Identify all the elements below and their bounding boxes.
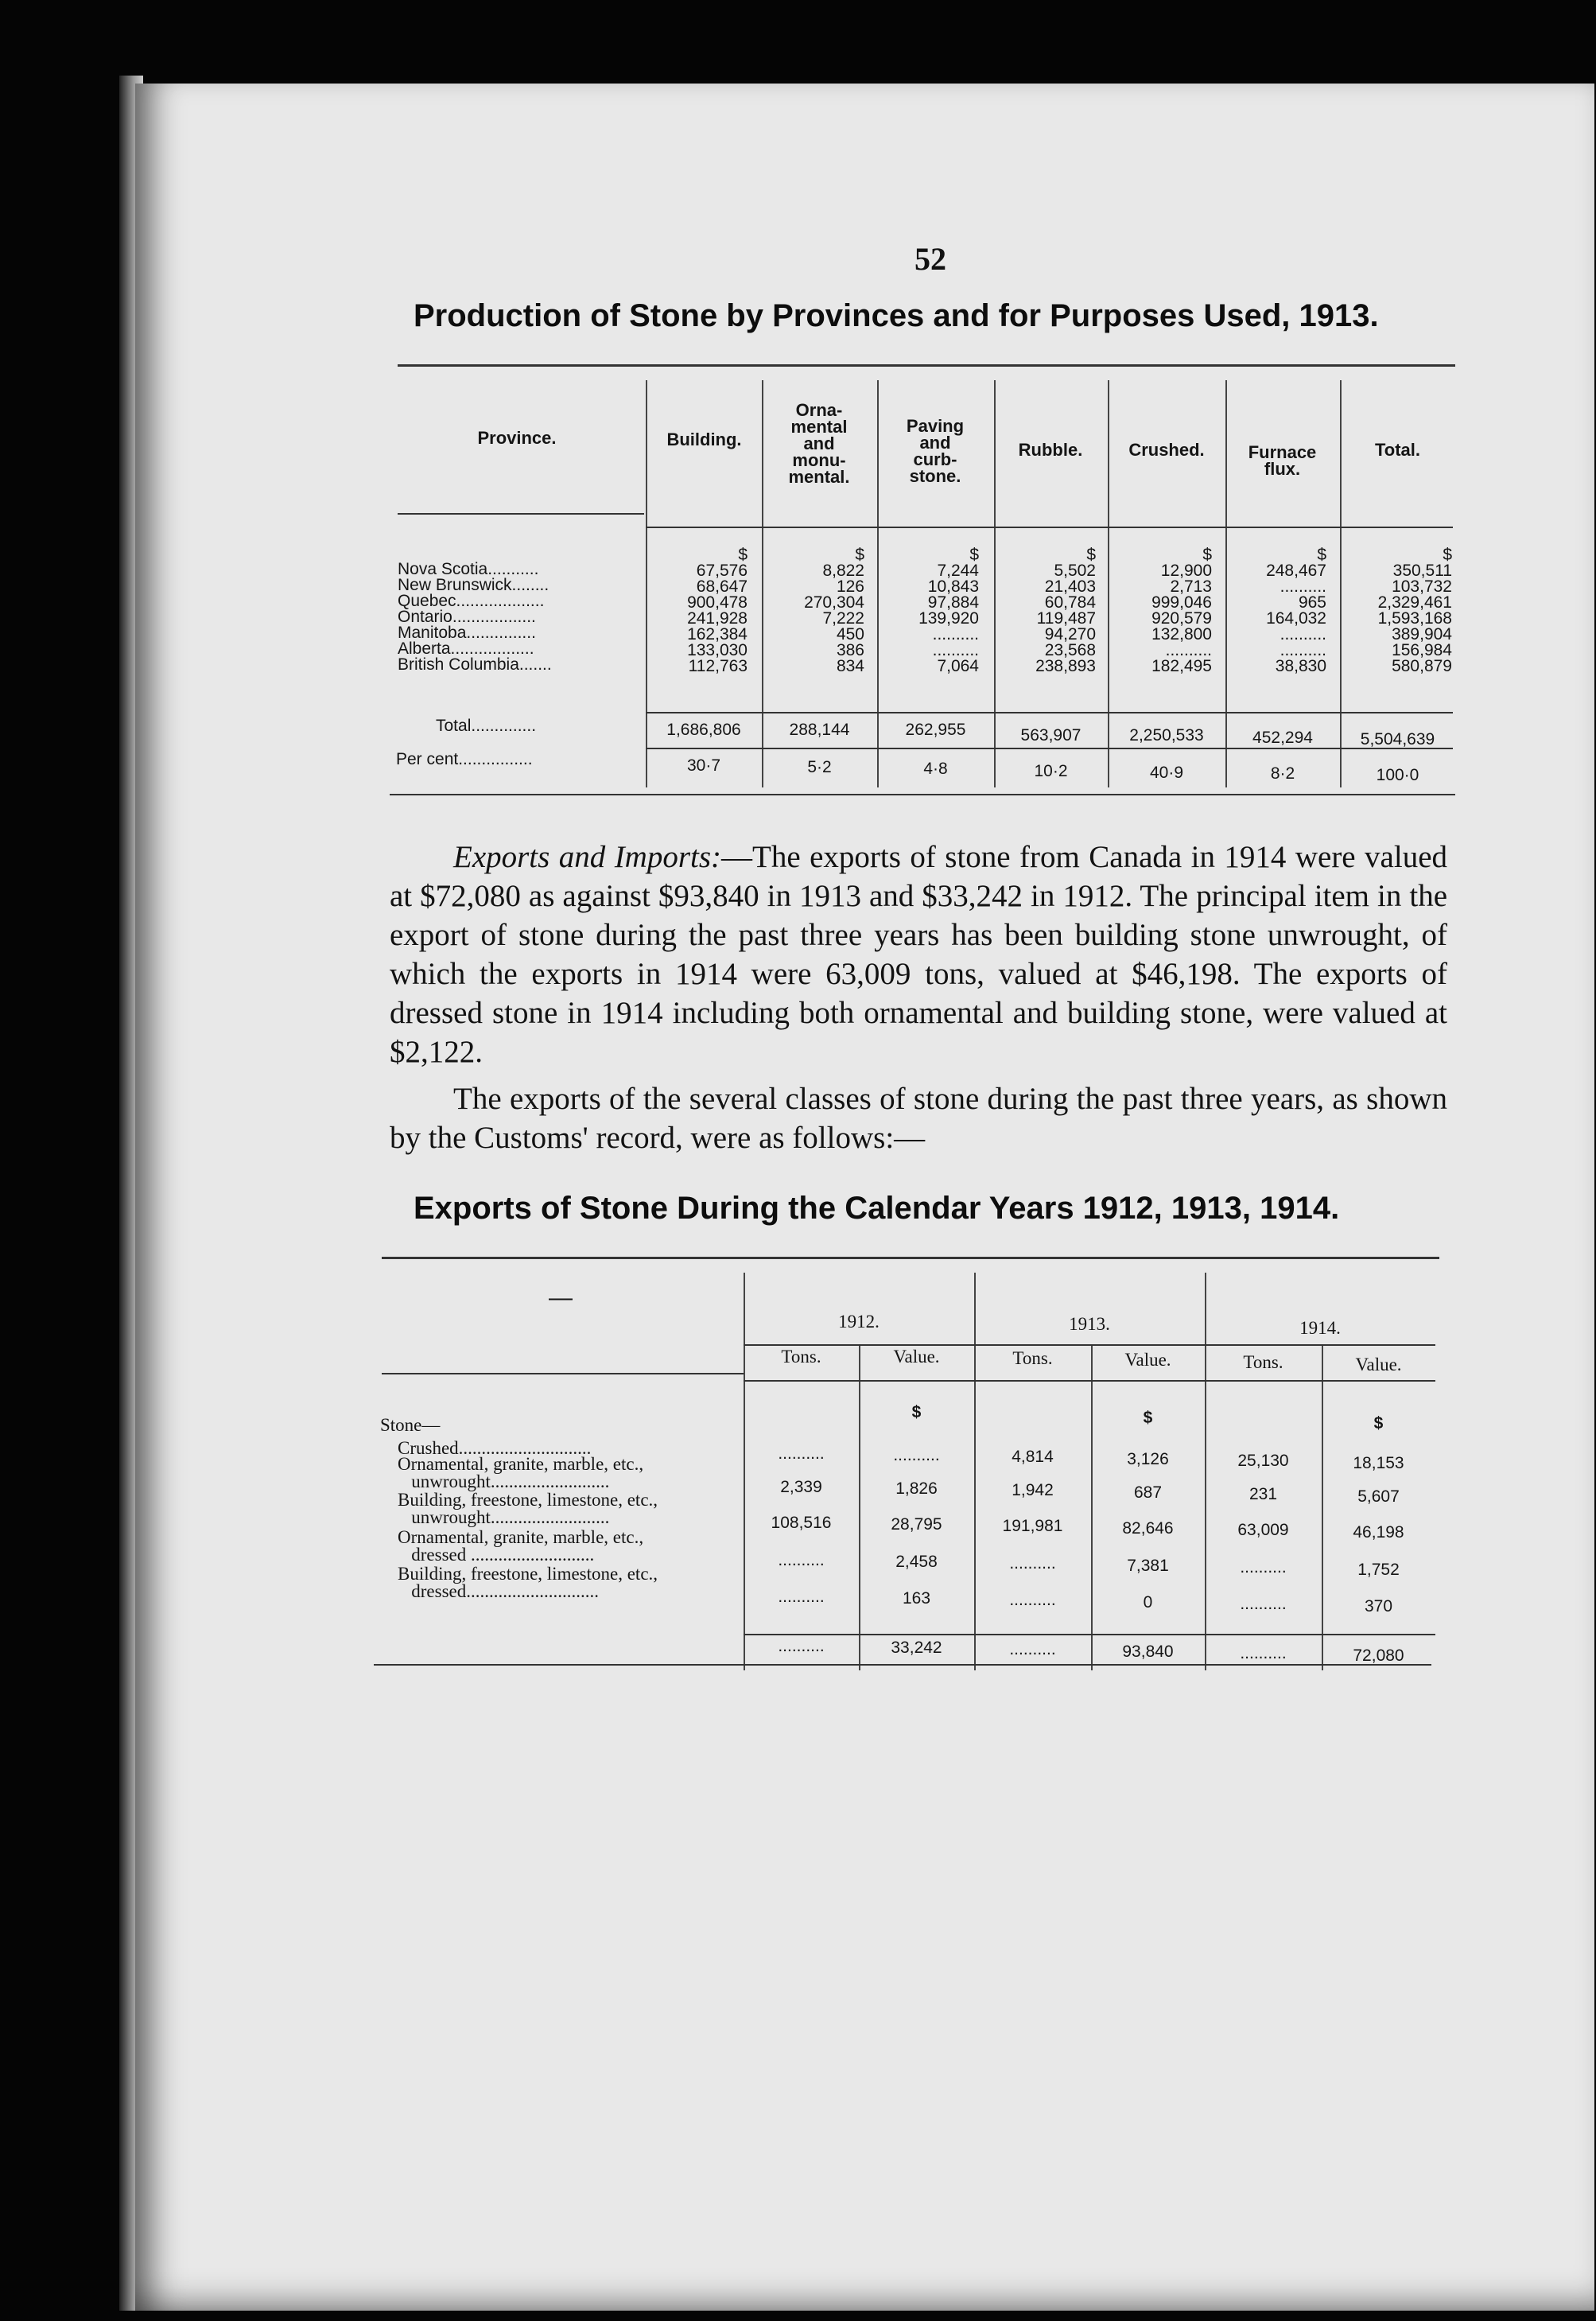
total-crushed: 2,250,533	[1129, 726, 1204, 745]
table2-title: Exports of Stone During the Calendar Years 1912, 1913, 1914.	[414, 1191, 1340, 1226]
classes-paragraph: The exports of the several classes of stone during the past three years, as shown by the Customs' record, were as follows:—	[390, 1082, 1447, 1155]
year-1912: 1912.	[838, 1312, 880, 1332]
percent-label: Per cent................	[396, 750, 533, 768]
furnace-values: $ 248,467 .......... 965 164,032 .......... .......... 38,830	[1266, 546, 1326, 675]
rubble-values: $ 5,502 21,403 60,784 119,487 94,270 23,568 238,893	[1035, 546, 1096, 675]
export-cell: 4,814	[1012, 1448, 1054, 1466]
export-row-label: Building, freestone, limestone, etc., unwrought..........................	[398, 1490, 658, 1527]
export-cell: 1,942	[1012, 1481, 1054, 1499]
page-number: 52	[914, 241, 946, 277]
table1-bottom-rule	[390, 794, 1455, 795]
export-cell: 108,516	[771, 1514, 832, 1532]
percent-paving: 4·8	[923, 760, 948, 778]
percent-crushed: 40·9	[1149, 764, 1184, 782]
total-values: $ 350,511 103,732 2,329,461 1,593,168 389,904 156,984 580,879	[1377, 546, 1452, 675]
tons-1914: Tons.	[1243, 1352, 1283, 1372]
percent-total: 100·0	[1376, 766, 1419, 784]
export-cell: 25,130	[1237, 1452, 1289, 1470]
table1-col-divider	[1108, 380, 1109, 787]
table1-header-rule	[646, 527, 1453, 528]
export-row-label: Ornamental, granite, marble, etc., unwrought..........................	[398, 1454, 644, 1491]
exports-heading: Exports and Imports:	[453, 840, 722, 874]
export-total-cell: ..........	[1240, 1644, 1287, 1662]
table2-year-divider	[974, 1273, 976, 1670]
table2-year-divider	[744, 1273, 745, 1670]
dollar-1914: $	[1373, 1414, 1384, 1433]
year-1914: 1914.	[1299, 1318, 1341, 1338]
export-cell: 687	[1133, 1483, 1163, 1502]
table2-bottom-rule	[374, 1664, 1431, 1666]
table1-top-rule	[398, 364, 1455, 367]
export-cell: 28,795	[891, 1515, 942, 1534]
percent-ornamental: 5·2	[807, 758, 832, 776]
header-province: Province.	[477, 428, 557, 448]
export-cell: ..........	[1009, 1591, 1056, 1609]
building-values: $ 67,576 68,647 900,478 241,928 162,384 133,030 112,763	[687, 546, 748, 675]
stub-dash: —	[549, 1285, 573, 1311]
exports-text: —The exports of stone from Canada in 1914 were valued at $72,080 as against $93,840 in 1913 and $33,242 in 1912. The principal item in the export of stone during the past three years has been building stone unwrought, of which the exports in 1914 were 63,009 tons, valued at $46,198. The exports of dressed stone in 1914 including both ornamental and building stone, were valued at $2,122.	[390, 840, 1447, 1069]
export-cell: 1,752	[1357, 1561, 1400, 1579]
export-cell: ..........	[778, 1444, 825, 1463]
table2-total-rule	[744, 1634, 1435, 1635]
total-ornamental: 288,144	[789, 721, 850, 739]
export-cell: 82,646	[1122, 1519, 1174, 1538]
export-cell: ..........	[778, 1588, 825, 1606]
dollar-1912: $	[911, 1403, 922, 1421]
total-label: Total..............	[436, 717, 537, 735]
table2-subheader-rule	[744, 1344, 1435, 1346]
export-cell: 0	[1143, 1593, 1153, 1611]
total-building: 1,686,806	[666, 721, 741, 739]
export-row-label: Building, freestone, limestone, etc., dressed.............................	[398, 1564, 658, 1601]
export-cell: 3,126	[1127, 1450, 1169, 1468]
header-building: Building.	[666, 430, 742, 449]
export-total-cell: 72,080	[1353, 1646, 1404, 1665]
header-crushed: Crushed.	[1128, 440, 1205, 460]
tons-1912: Tons.	[781, 1347, 821, 1367]
export-total-cell: 33,242	[891, 1639, 942, 1657]
value-1914: Value.	[1355, 1355, 1402, 1374]
crushed-values: $ 12,900 2,713 999,046 920,579 132,800 .......... 182,495	[1151, 546, 1212, 675]
export-cell: 163	[902, 1589, 931, 1608]
table1-col-divider	[1340, 380, 1342, 787]
table1-total-rule	[646, 712, 1453, 713]
export-cell: 191,981	[1002, 1517, 1063, 1535]
export-total-cell: ..........	[778, 1637, 825, 1655]
export-cell: 231	[1248, 1485, 1278, 1503]
header-ornamental: Orna- mental and monu- mental.	[788, 400, 850, 487]
exports-paragraph	[390, 838, 1447, 1071]
export-cell: 1,826	[895, 1479, 938, 1498]
export-cell: 2,458	[895, 1553, 938, 1571]
table2-col-divider	[1091, 1344, 1093, 1670]
total-furnace: 452,294	[1252, 729, 1313, 747]
table1-header-rule	[398, 513, 644, 515]
export-row-label: Crushed.............................	[398, 1438, 592, 1458]
province-names: Nova Scotia........... New Brunswick........ Quebec................... Ontario.................. Manitoba............... Alberta.................. British Columbia.......	[398, 560, 552, 674]
export-row-label: Ornamental, granite, marble, etc., dressed ...........................	[398, 1527, 644, 1565]
total-rubble: 563,907	[1020, 726, 1081, 745]
table2-col-divider	[1322, 1344, 1323, 1670]
table2-col-divider	[859, 1344, 860, 1670]
export-cell: 7,381	[1127, 1557, 1169, 1575]
export-cell: ..........	[893, 1446, 940, 1464]
stone-label: Stone—	[380, 1415, 441, 1435]
year-1913: 1913.	[1069, 1314, 1110, 1334]
table1-col-divider	[994, 380, 996, 787]
percent-building: 30·7	[686, 756, 721, 775]
export-cell: 370	[1364, 1597, 1393, 1615]
ornamental-values: $ 8,822 126 270,304 7,222 450 386 834	[804, 546, 864, 675]
export-cell: 2,339	[780, 1478, 822, 1496]
total-paving: 262,955	[905, 721, 966, 739]
table1-col-divider	[1225, 380, 1227, 787]
table1-title: Production of Stone by Provinces and for Purposes Used, 1913.	[414, 298, 1379, 333]
export-cell: 63,009	[1237, 1521, 1289, 1539]
export-cell: ..........	[1240, 1595, 1287, 1613]
export-cell: 5,607	[1357, 1487, 1400, 1506]
dollar-1913: $	[1143, 1409, 1153, 1427]
export-cell: ..........	[778, 1551, 825, 1569]
export-total-cell: ..........	[1009, 1640, 1056, 1658]
header-total: Total.	[1374, 440, 1421, 460]
paving-values: $ 7,244 10,843 97,884 139,920 .......... .......... 7,064	[918, 546, 979, 675]
table2-top-rule	[382, 1257, 1439, 1259]
export-cell: ..........	[1009, 1554, 1056, 1573]
table1-percent-rule	[646, 748, 1453, 749]
table2-header-rule	[744, 1380, 1435, 1382]
export-cell: 18,153	[1353, 1454, 1404, 1472]
export-cell: 46,198	[1353, 1523, 1404, 1542]
total-total: 5,504,639	[1360, 730, 1435, 748]
export-cell: ..........	[1240, 1558, 1287, 1576]
header-furnace: Furnace flux.	[1248, 442, 1317, 479]
percent-rubble: 10·2	[1034, 762, 1068, 780]
header-rubble: Rubble.	[1018, 440, 1083, 460]
table2-stub-rule	[382, 1373, 744, 1374]
tons-1913: Tons.	[1012, 1348, 1053, 1368]
percent-furnace: 8·2	[1270, 764, 1295, 783]
value-1913: Value.	[1124, 1350, 1171, 1370]
value-1912: Value.	[893, 1347, 940, 1367]
header-paving: Paving and curb- stone.	[906, 416, 965, 486]
export-total-cell: 93,840	[1122, 1643, 1174, 1661]
